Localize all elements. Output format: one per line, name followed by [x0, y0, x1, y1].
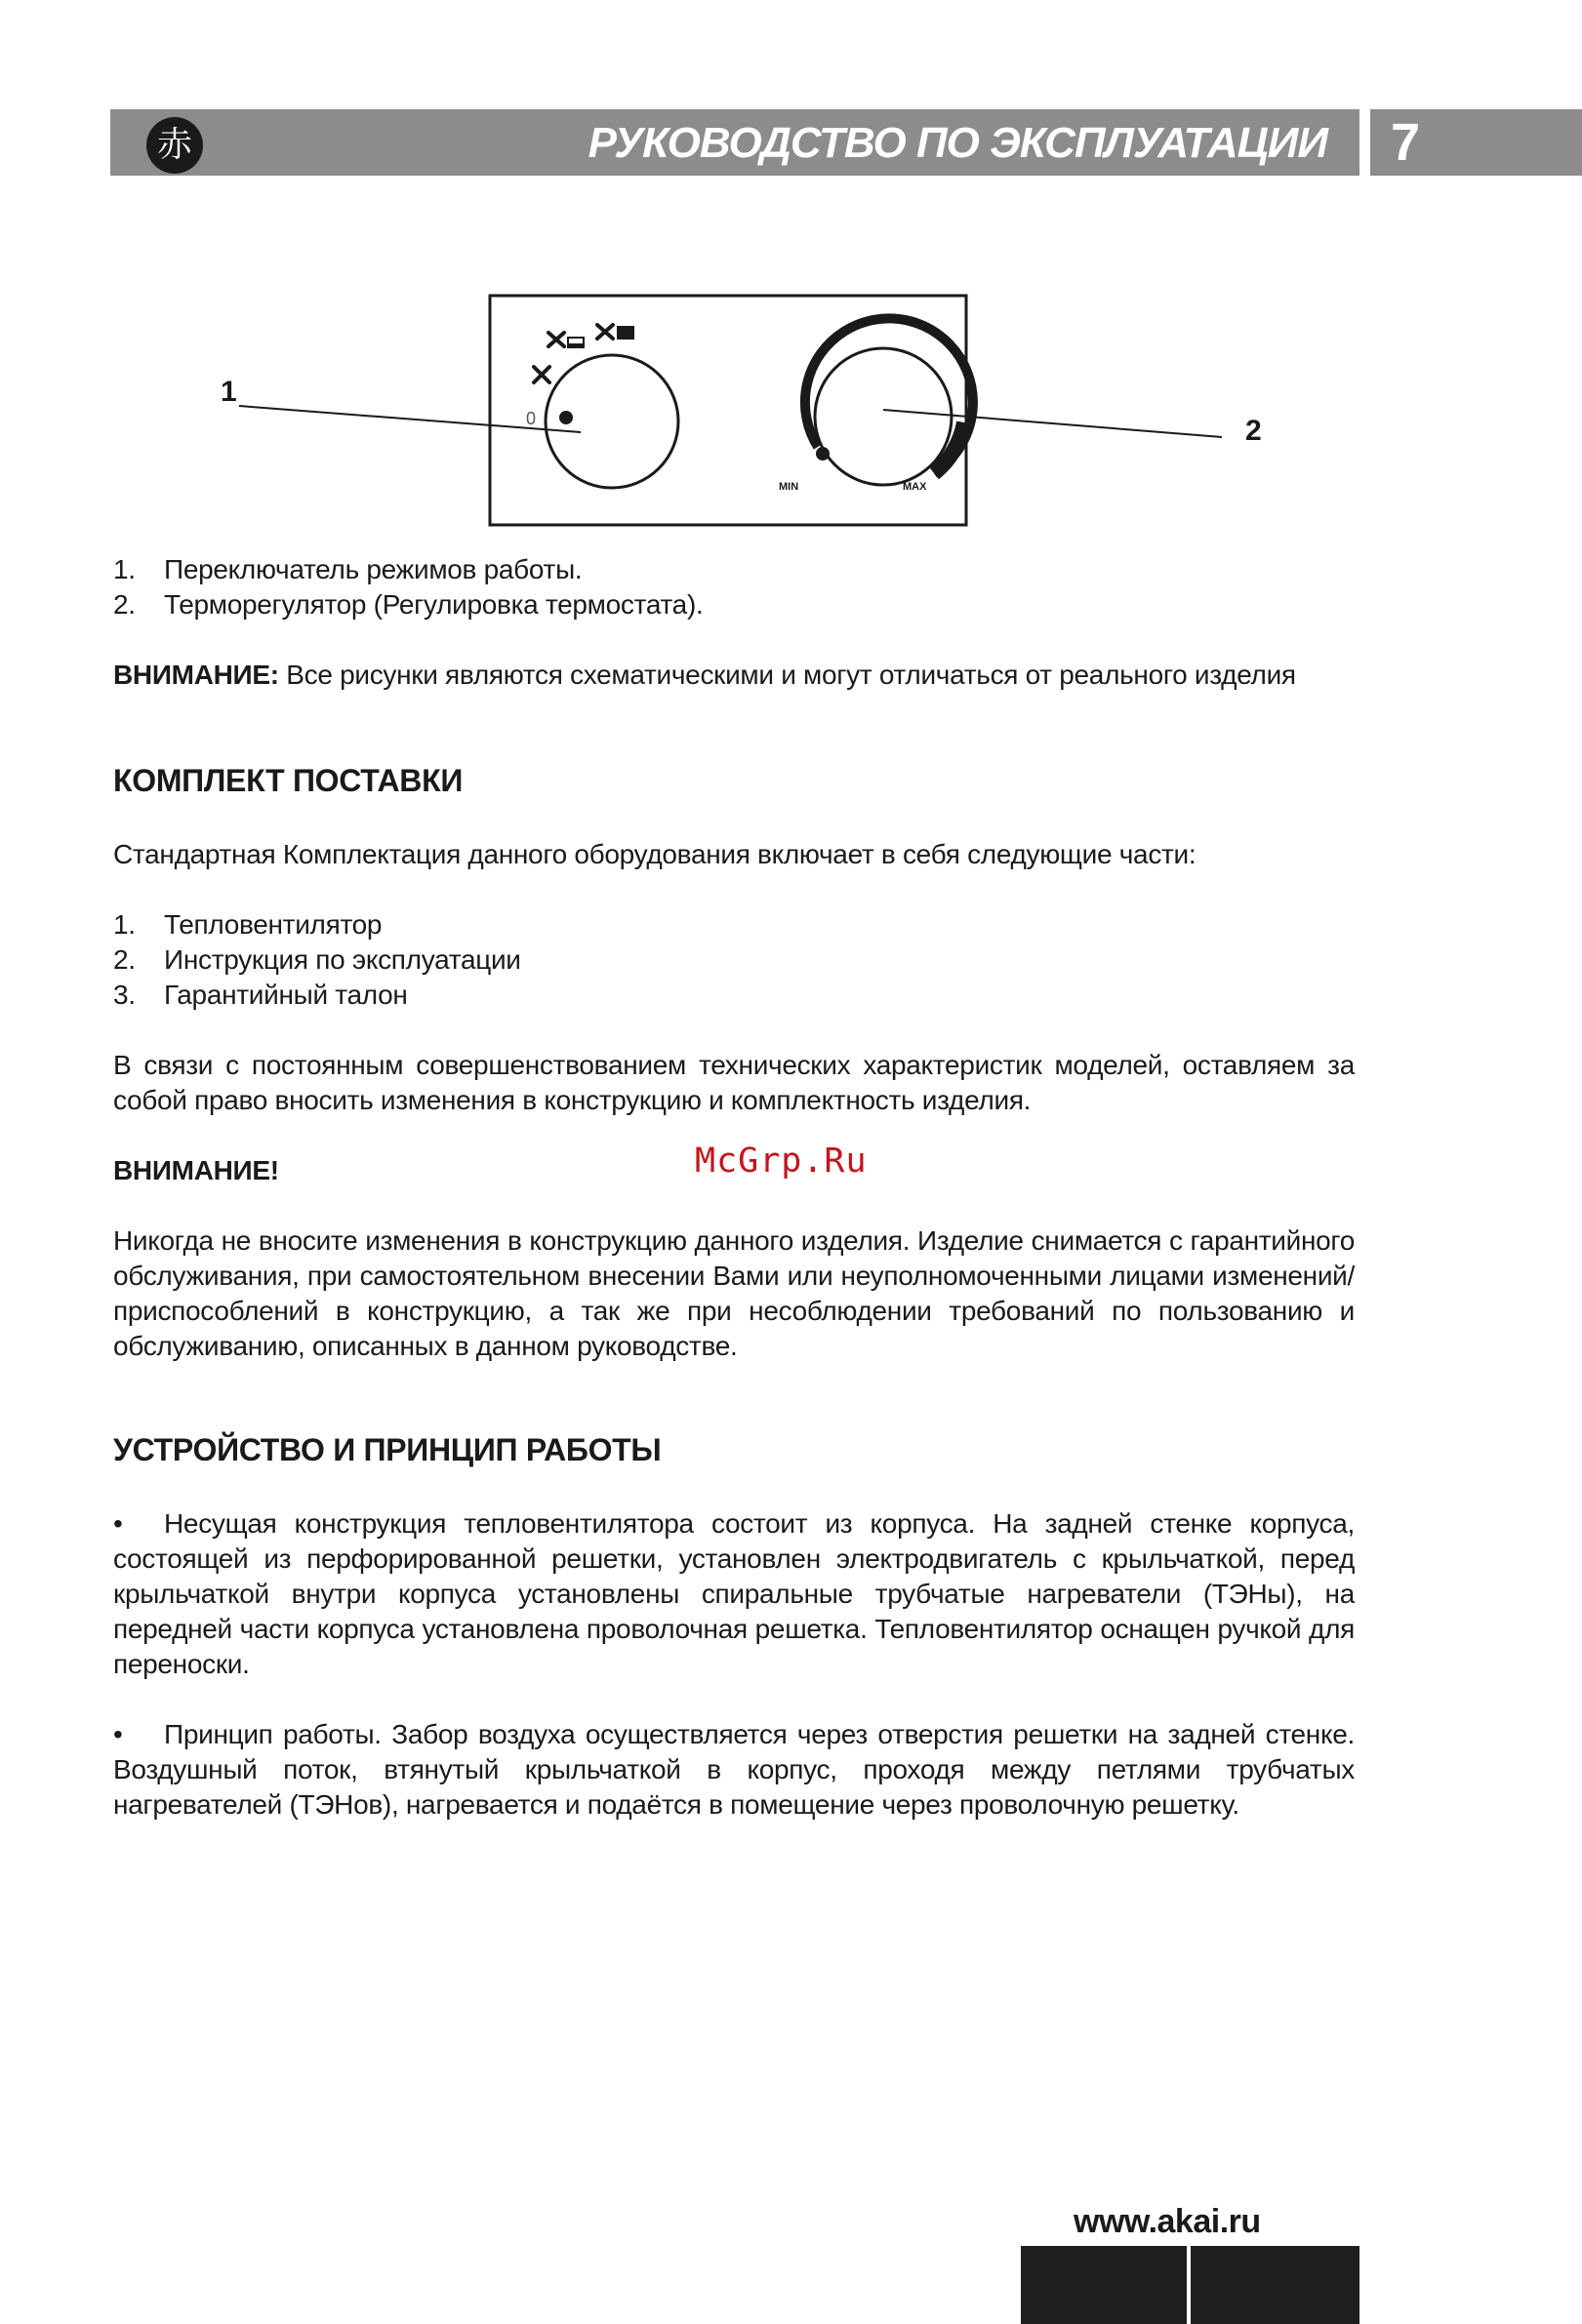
list-item	[113, 552, 1355, 587]
list-text: Переключатель режимов работы.	[164, 554, 583, 584]
bullet-marker: •	[113, 1508, 123, 1539]
list-text: Тепловентилятор	[164, 909, 383, 940]
list-number: 2.	[113, 944, 136, 975]
attention-note	[113, 658, 1355, 693]
list-item	[113, 907, 1355, 942]
list-item	[113, 587, 1355, 622]
callout-line-2	[883, 410, 1222, 437]
list-text: Инструкция по эксплуатации	[164, 944, 521, 975]
kit-intro: Стандартная Комплектация данного оборудования включает в себя следующие части:	[113, 839, 1197, 869]
kit-list	[113, 907, 1355, 1013]
fan-low-heat-icon	[548, 333, 584, 347]
callout-number-1: 1	[221, 376, 237, 408]
attention-paragraph: Никогда не вносите изменения в конструкцию данного изделия. Изделие снимается с гарантийного обслуживания, при самостоятельном внесении Вами или неуполномоченными лицами изменений/приспособлений в конструкцию, а так же при несоблюдении требований по пользованию и обслуживанию, описанных в данном руководстве.	[113, 1225, 1355, 1361]
footer-block-right	[1191, 2246, 1359, 2324]
watermark: McGrp.Ru	[695, 1142, 868, 1181]
page-title: РУКОВОДСТВО ПО ЭКСПЛУАТАЦИИ	[588, 119, 1327, 167]
list-item	[113, 978, 1355, 1013]
fan-icon	[534, 367, 549, 382]
thermostat-knob	[815, 348, 952, 485]
bullet-text: Несущая конструкция тепловентилятора состоит из корпуса. На задней стенке корпуса, состоящей из перфорированной решетки, установлен электродвигатель с крыльчаткой, перед крыльчаткой внутри корпуса установлены спиральные трубчатые нагреватели (ТЭНы), на передней части корпуса установлена проволочная решетка. Тепловентилятор оснащен ручкой для переноски.	[113, 1508, 1355, 1679]
section-heading-kit: КОМПЛЕКТ ПОСТАВКИ	[113, 763, 464, 798]
device-bullet-2	[113, 1717, 1355, 1823]
attention-heading: ВНИМАНИЕ!	[113, 1155, 279, 1185]
bullet-marker: •	[113, 1719, 123, 1749]
list-text: Терморегулятор (Регулировка термостата).	[164, 589, 704, 620]
max-label: MAX	[903, 481, 927, 493]
fan-high-heat-icon	[597, 325, 634, 340]
zero-mark-label: 0	[526, 409, 537, 428]
list-number: 3.	[113, 980, 136, 1010]
attention-label: ВНИМАНИЕ:	[113, 660, 279, 690]
list-item	[113, 942, 1355, 978]
list-number: 1.	[113, 554, 136, 584]
callout-number-2: 2	[1245, 415, 1262, 447]
list-text: Гарантийный талон	[164, 980, 408, 1010]
list-number: 2.	[113, 589, 136, 620]
controls-list	[113, 552, 1355, 622]
min-label: MIN	[779, 481, 799, 493]
akai-logo-icon: 赤	[146, 117, 203, 174]
bullet-text: Принцип работы. Забор воздуха осуществляется через отверстия решетки на задней стенке. Воздушный поток, втянутый крыльчаткой в корпус, проходя между петлями трубчатых нагревателей (ТЭНов), нагревается и подаётся в помещение через проволочную решетку.	[113, 1719, 1355, 1820]
section-heading-device: УСТРОЙСТВО И ПРИНЦИП РАБОТЫ	[113, 1432, 662, 1467]
mode-switch-indicator	[559, 411, 573, 424]
attention-text: Все рисунки являются схематическими и могут отличаться от реального изделия	[286, 660, 1296, 690]
control-panel-diagram	[195, 291, 1327, 535]
kit-note: В связи с постоянным совершенствованием технических характеристик моделей, оставляем за собой право вносить изменения в конструкцию и комплектность изделия.	[113, 1050, 1355, 1115]
thermostat-indicator	[816, 447, 830, 461]
footer-url: www.akai.ru	[1074, 2203, 1261, 2240]
device-bullet-1	[113, 1506, 1355, 1682]
page-number: 7	[1391, 113, 1421, 172]
footer-block-left	[1021, 2246, 1187, 2324]
list-number: 1.	[113, 909, 136, 940]
